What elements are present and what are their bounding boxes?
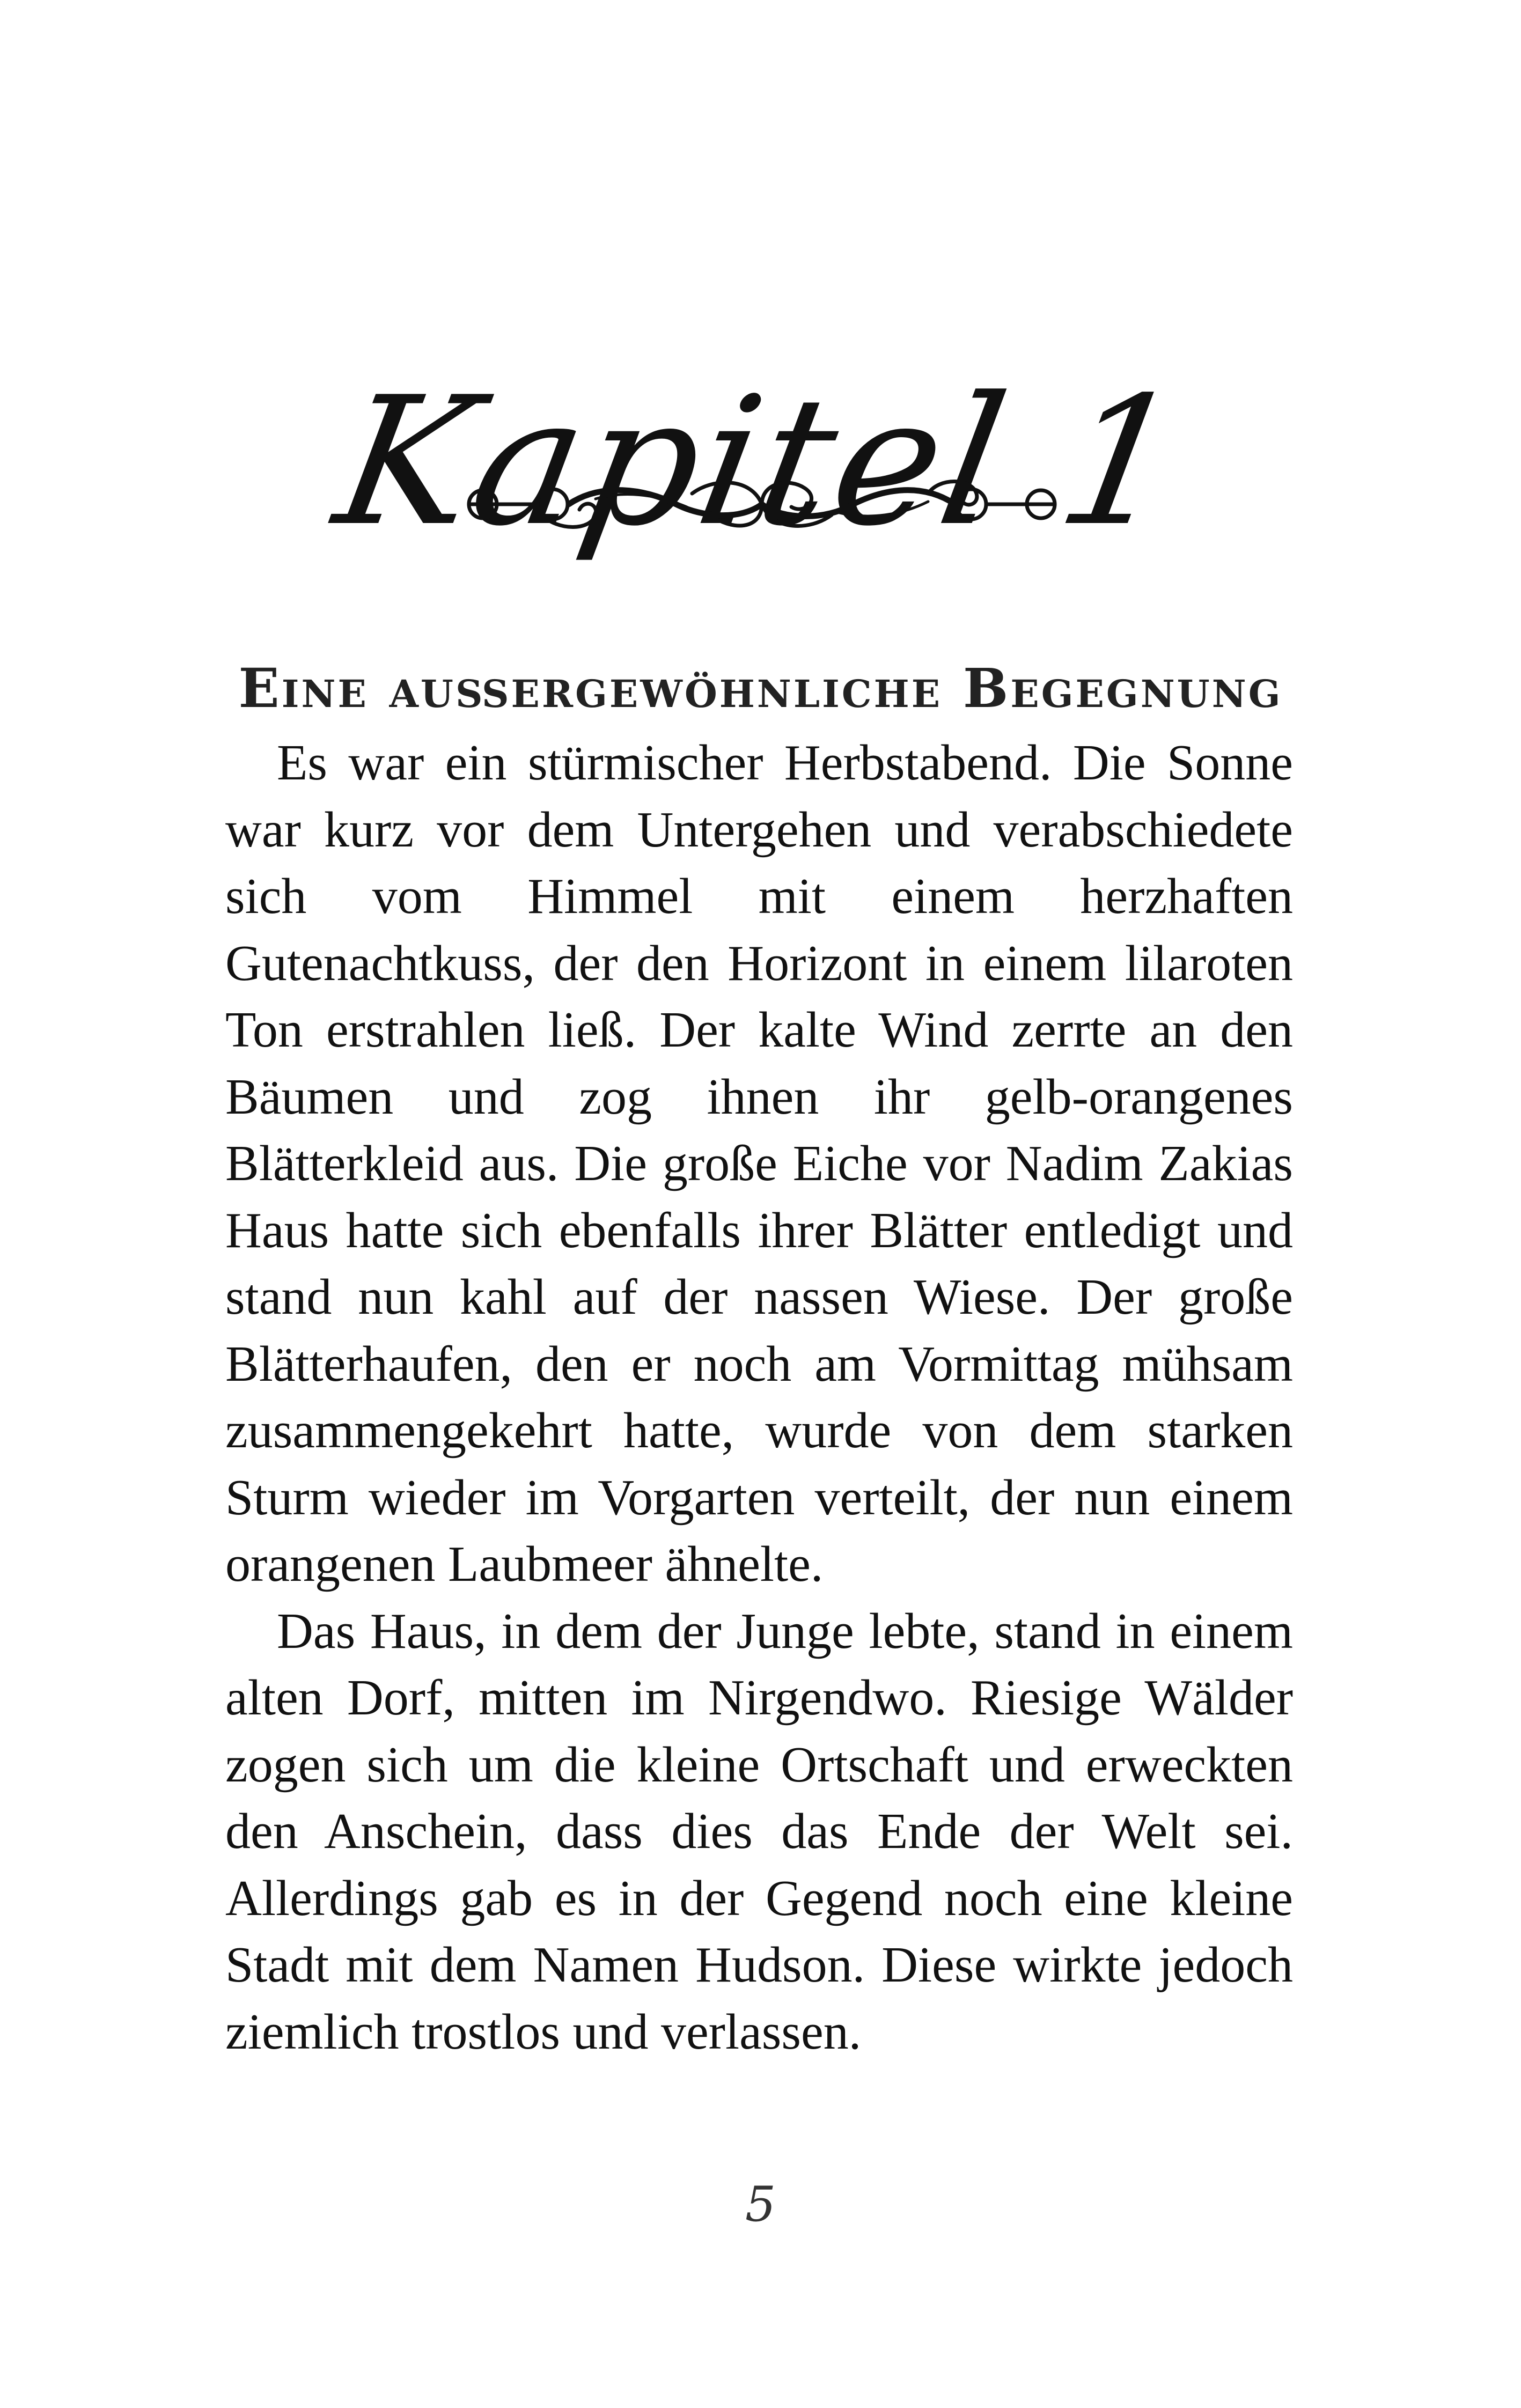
chapter-subtitle: Eine außergewöhnliche Begegnung — [238, 657, 1283, 720]
paragraph: Das Haus, in dem der Junge lebte, stand in einem alten Dorf, mitten im Nirgendwo. Riesige Wälder zogen sich um die kleine Ortschaft und erweckten den Anschein, dass dies das Ende der Welt sei. Allerdings gab es in der Gegend noch eine kleine Stadt mit dem Namen Hudson. Diese wirkte jedoch ziemlich trostlos und verlassen. — [225, 1603, 1293, 2060]
page-number: 5 — [745, 2176, 776, 2233]
chapter-title: Kapitel 1 — [323, 359, 1198, 565]
paragraph: Es war ein stürmischer Herbstabend. Die Sonne war kurz vor dem Untergehen und verabschiedete sich vom Himmel mit einem herzhaften Gutenachtkuss, der den Horizont in einem lilaroten Ton erstrahlen ließ. Der kalte Wind zerrte an den Bäumen und zog ihnen ihr gelb-orangenes Blätterkleid aus. Die große Eiche vor Nadim Zakias Haus hatte sich ebenfalls ihrer Blätter entledigt und stand nun kahl auf der nassen Wiese. Der große Blätterhaufen, den er noch am Vormittag mühsam zusammengekehrt hatte, wurde von dem starken Sturm wieder im Vorgarten verteilt, der nun einem orangenen Laubmeer ähnelte. — [225, 735, 1293, 1592]
flourish-divider-icon — [461, 461, 1062, 547]
chapter-body — [225, 730, 1293, 2065]
